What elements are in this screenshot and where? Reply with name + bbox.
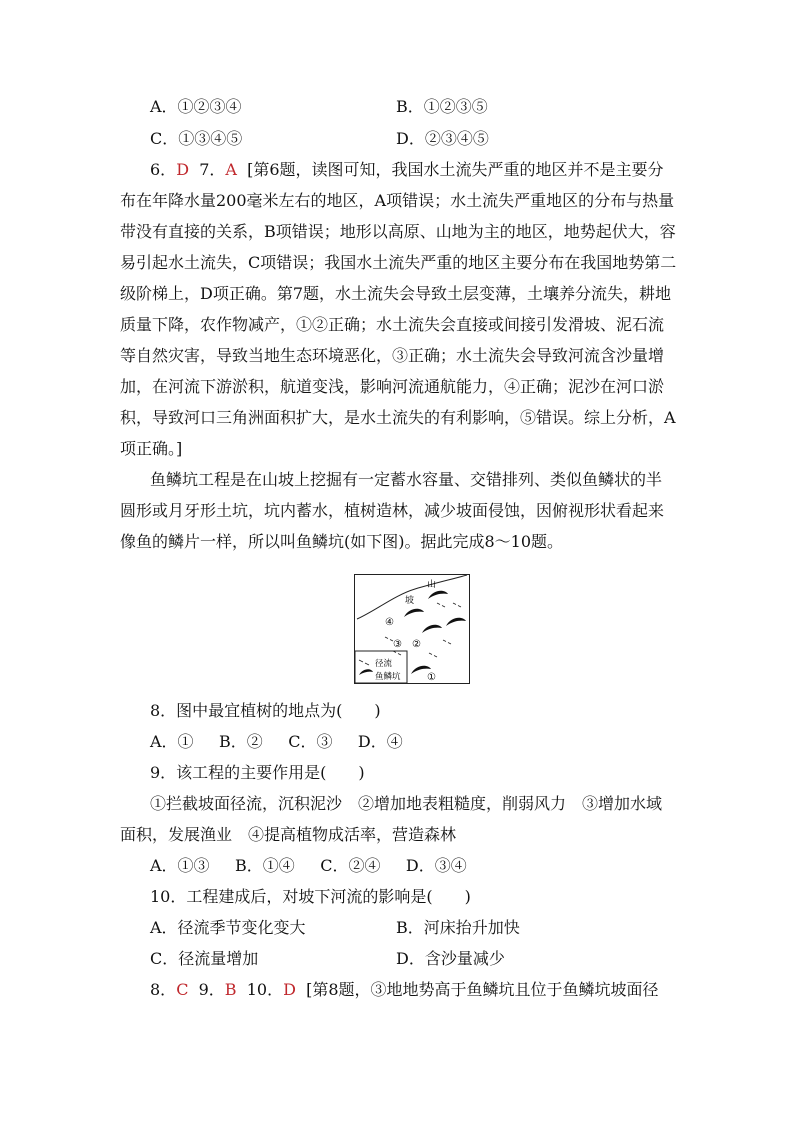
q10-answer: D bbox=[283, 980, 296, 999]
site-marker-2: ② bbox=[412, 639, 421, 650]
site-marker-4: ④ bbox=[385, 617, 394, 628]
q8-option-d: D．④ bbox=[357, 732, 403, 751]
q6-number: 6． bbox=[150, 160, 177, 179]
legend-runoff-label: 径流 bbox=[375, 659, 393, 669]
site-marker-3: ③ bbox=[393, 639, 402, 650]
q9-statements-line: 面积，发展渔业 ④提高植物成活率，营造森林 bbox=[120, 825, 457, 844]
q5-option-b: B．①②③⑤ bbox=[396, 97, 488, 116]
q8-option-a: A．① bbox=[150, 732, 194, 751]
q10-option-d: D．含沙量减少 bbox=[396, 949, 505, 968]
q7-answer: A bbox=[225, 160, 237, 179]
label-mountain: 山 bbox=[427, 580, 437, 590]
legend-pit-label: 鱼鳞坑 bbox=[375, 672, 401, 682]
explanation-line: 质量下降，农作物减产，①②正确；水土流失会直接或间接引发滑坡、泥石流 bbox=[120, 315, 665, 334]
q8-number: 8． bbox=[150, 980, 177, 999]
q8-option-b: B．② bbox=[219, 732, 263, 751]
explanation-line: 带没有直接的关系，B项错误；地形以高原、山地为主的地区，地势起伏大，容 bbox=[120, 222, 676, 241]
site-marker-1: ① bbox=[427, 672, 436, 683]
runoff-arrow bbox=[443, 640, 451, 644]
q9-options bbox=[150, 855, 467, 877]
q5-option-a: A．①②③④ bbox=[150, 97, 242, 116]
q5-option-c: C．①③④⑤ bbox=[150, 129, 243, 148]
runoff-arrow bbox=[437, 603, 445, 607]
q5-option-d: D．②③④⑤ bbox=[396, 129, 489, 148]
runoff-arrow bbox=[453, 603, 461, 607]
passage-line: 圆形或月牙形土坑，坑内蓄水，植树造林，减少坡面侵蚀，因俯视形状看起来 bbox=[120, 501, 665, 520]
q10-number: 10． bbox=[246, 980, 284, 999]
explanation-line: 积，导致河口三角洲面积扩大，是水土流失的有利影响，⑤错误。综上分析，A bbox=[120, 408, 676, 427]
q10-option-c: C．径流量增加 bbox=[150, 949, 259, 968]
figure-drawing bbox=[355, 575, 469, 683]
q8-options bbox=[150, 731, 403, 753]
explanation-line: 布在年降水量200毫米左右的地区，A项错误；水土流失严重地区的分布与热量 bbox=[120, 191, 675, 210]
q6-answer: D bbox=[176, 160, 190, 179]
q7-number: 7． bbox=[199, 160, 226, 179]
explanation-line: 级阶梯上，D项正确。第7题，水土流失会导致土层变薄，土壤养分流失，耕地 bbox=[120, 284, 672, 303]
fish-scale-pit bbox=[446, 618, 466, 626]
answer-line-q8-q10 bbox=[150, 979, 659, 1001]
q9-statements-line: ①拦截坡面径流，沉积泥沙 ②增加地表粗糙度，削弱风力 ③增加水域 bbox=[150, 794, 663, 813]
q9-answer: B bbox=[224, 980, 237, 999]
explanation-line: 等自然灾害，导致当地生态环境恶化，③正确；水土流失会导致河流含沙量增 bbox=[120, 346, 665, 365]
runoff-arrow bbox=[429, 653, 437, 657]
passage-line: 像鱼的鳞片一样，所以叫鱼鳞坑(如下图)。据此完成8～10题。 bbox=[120, 532, 564, 551]
q9-option-c: C．②④ bbox=[320, 856, 381, 875]
q10-stem: 10．工程建成后，对坡下河流的影响是( ) bbox=[150, 887, 471, 906]
q9-stem: 9．该工程的主要作用是( ) bbox=[150, 763, 365, 782]
fish-scale-pit bbox=[428, 591, 448, 599]
q9-option-a: A．①③ bbox=[150, 856, 210, 875]
q8-stem: 8．图中最宜植树的地点为( ) bbox=[150, 701, 381, 720]
label-slope: 坡 bbox=[405, 596, 415, 606]
explanation-line: 易引起水土流失，C项错误；我国水土流失严重的地区主要分布在我国地势第二 bbox=[120, 253, 677, 272]
fish-scale-pit-figure bbox=[354, 574, 470, 684]
q9-number: 9． bbox=[198, 980, 225, 999]
runoff-arrow bbox=[385, 637, 393, 641]
q9-option-b: B．①④ bbox=[235, 856, 295, 875]
fish-scale-pit bbox=[404, 609, 424, 617]
answer-line-q6-q7 bbox=[150, 159, 664, 181]
passage-line: 鱼鳞坑工程是在山坡上挖掘有一定蓄水容量、交错排列、类似鱼鳞状的半 bbox=[150, 470, 663, 489]
explanation-line: 加，在河流下游淤积，航道变浅，影响河流通航能力，④正确；泥沙在河口淤 bbox=[120, 377, 665, 396]
fish-scale-pit bbox=[422, 625, 442, 633]
explanation-line: [第6题，读图可知，我国水土流失严重的地区并不是主要分 bbox=[247, 160, 664, 179]
q8-option-c: C．③ bbox=[288, 732, 333, 751]
q10-option-b: B．河床抬升加快 bbox=[396, 918, 520, 937]
q8-answer: C bbox=[176, 980, 189, 999]
q10-option-a: A．径流季节变化变大 bbox=[150, 918, 306, 937]
explanation-line: 项正确。] bbox=[120, 439, 183, 458]
explanation-line: [第8题，③地地势高于鱼鳞坑且位于鱼鳞坑坡面径 bbox=[306, 980, 659, 999]
q9-option-d: D．③④ bbox=[405, 856, 467, 875]
